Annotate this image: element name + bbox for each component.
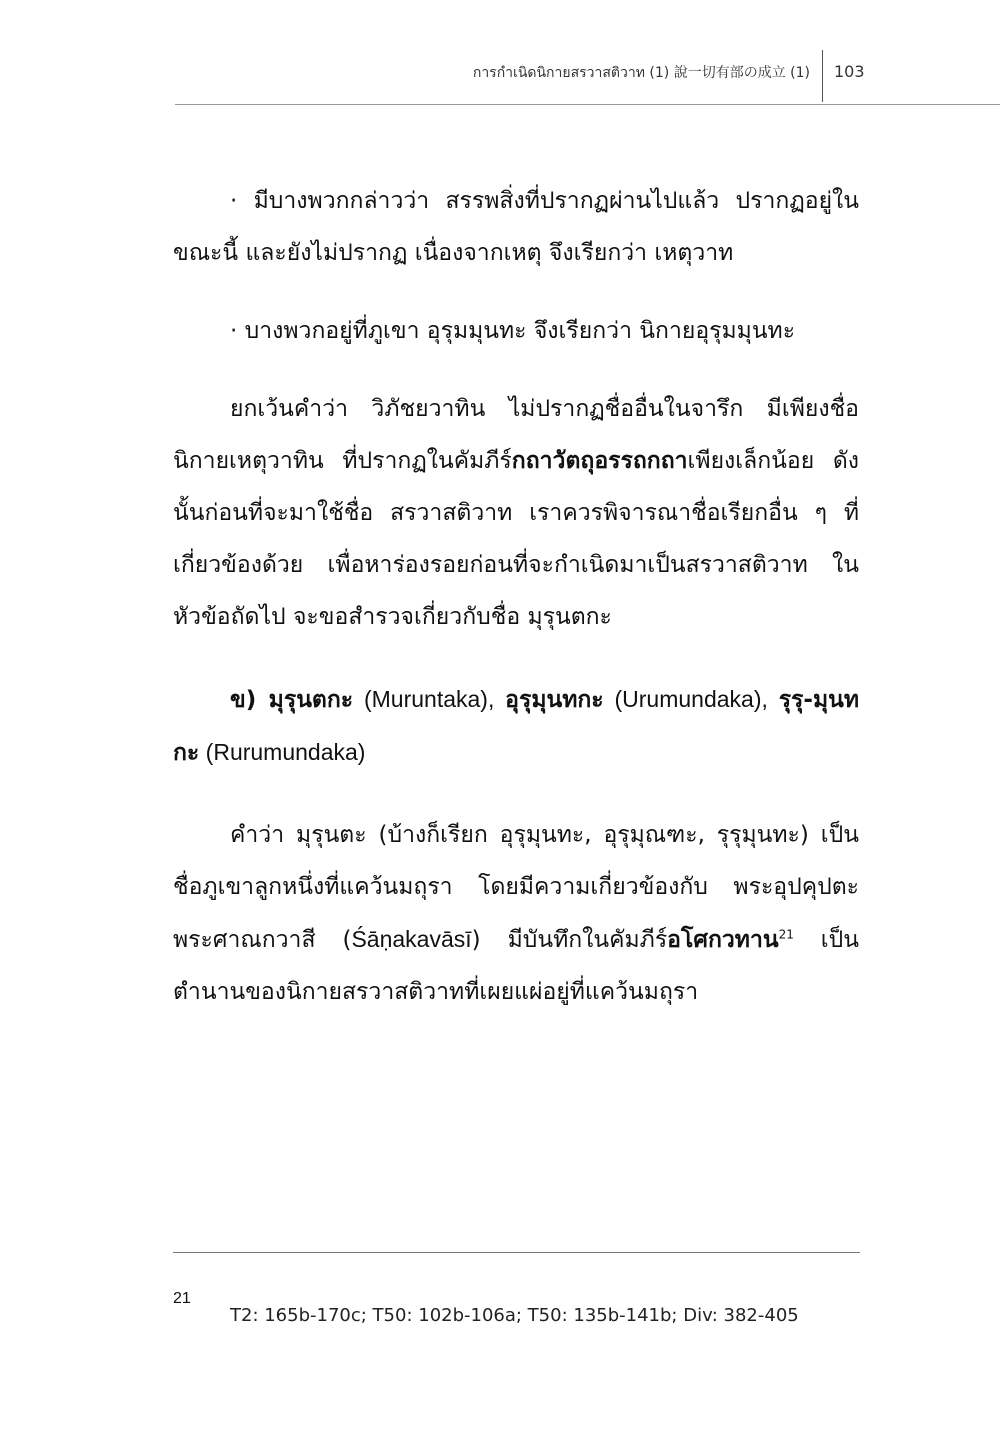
footnote-rule [173, 1252, 860, 1253]
running-header [0, 0, 1000, 110]
paragraph-1-text-b: เพียงเล็กน้อย ดังนั้นก่อนที่จะมาใช้ชื่อ สรวาสติวาท เราควรพิจารณาชื่อเรียกอื่น ๆ ที่เกี่ยวข้องด้วย เพื่อหาร่องรอยก่อนที่จะกำเนิดมาเป็นสรวาสติวาท ในหัวข้อถัดไป จะขอสำรวจเกี่ยวกับชื่อ มุรุนตกะ [173, 448, 859, 630]
heading-thai-1: ข) มุรุนตกะ [230, 687, 354, 713]
heading-latin-3: (Rurumundaka) [199, 739, 366, 765]
paragraph-2-text-a: คำว่า มุรุนตะ (บ้างก็เรียก อุรุมุนทะ, อุรุมุณฑะ, รุรุมุนทะ) เป็นชื่อภูเขาลูกหนึ่งที่แคว้นมถุรา โดยมีความเกี่ยวข้องกับ พระอุปคุปตะ พระศาณกวาสี ( [173, 822, 859, 953]
bullet-paragraph-1: · มีบางพวกกล่าวว่า สรรพสิ่งที่ปรากฏผ่านไปแล้ว ปรากฏอยู่ในขณะนี้ และยังไม่ปรากฏ เนื่องจากเหตุ จึงเรียกว่า เหตุวาท [173, 188, 859, 266]
footnote-text: T2: 165b-170c; T50: 102b-106a; T50: 135b-141b; Div: 382-405 [230, 1305, 799, 1326]
paragraph-1 [173, 383, 859, 643]
paragraph-2-text-c: เป็นตำนานของนิกายสรวาสติวาทที่เผยแผ่อยู่ที่แคว้นมถุรา [173, 927, 859, 1005]
header-rule [175, 104, 1000, 105]
paragraph-1-text-a: ยกเว้นคำว่า วิภัชยวาทิน ไม่ปรากฏชื่ออื่นในจารึก มีเพียงชื่อนิกายเหตุวาทิน ที่ปรากฏในคัมภีร์ [173, 396, 859, 474]
paragraph-2 [173, 809, 859, 1018]
heading-latin-2: (Urumundaka), [603, 686, 779, 712]
footnote-number: 21 [173, 1290, 191, 1307]
section-heading [173, 673, 859, 779]
heading-latin-1: (Muruntaka), [353, 686, 506, 712]
header-divider [822, 50, 823, 102]
paragraph-2-bold-term: อโศกวทาน [667, 927, 779, 953]
page-number: 103 [834, 62, 865, 81]
running-title: การกำเนิดนิกายสรวาสติวาท (1) 說一切有部の成立 (1) [472, 65, 810, 81]
heading-thai-2: อุรุมุนทกะ [505, 687, 604, 713]
heading-thai-3: รุรุ-มุนทกะ [173, 687, 860, 766]
paragraph-2-text-b: ) มีบันทึกในคัมภีร์ [471, 927, 668, 953]
bullet-paragraph-2: · บางพวกอยู่ที่ภูเขา อุรุมมุนทะ จึงเรียกว่า นิกายอุรุมมุนทะ [230, 318, 796, 344]
paragraph-2-latin-name: Śāṇakavāsī [351, 926, 472, 952]
paragraph-1-bold-term: กถาวัตถุอรรถกถา [511, 448, 688, 474]
main-text [173, 175, 859, 1018]
footnote-ref[interactable]: 21 [778, 927, 794, 942]
